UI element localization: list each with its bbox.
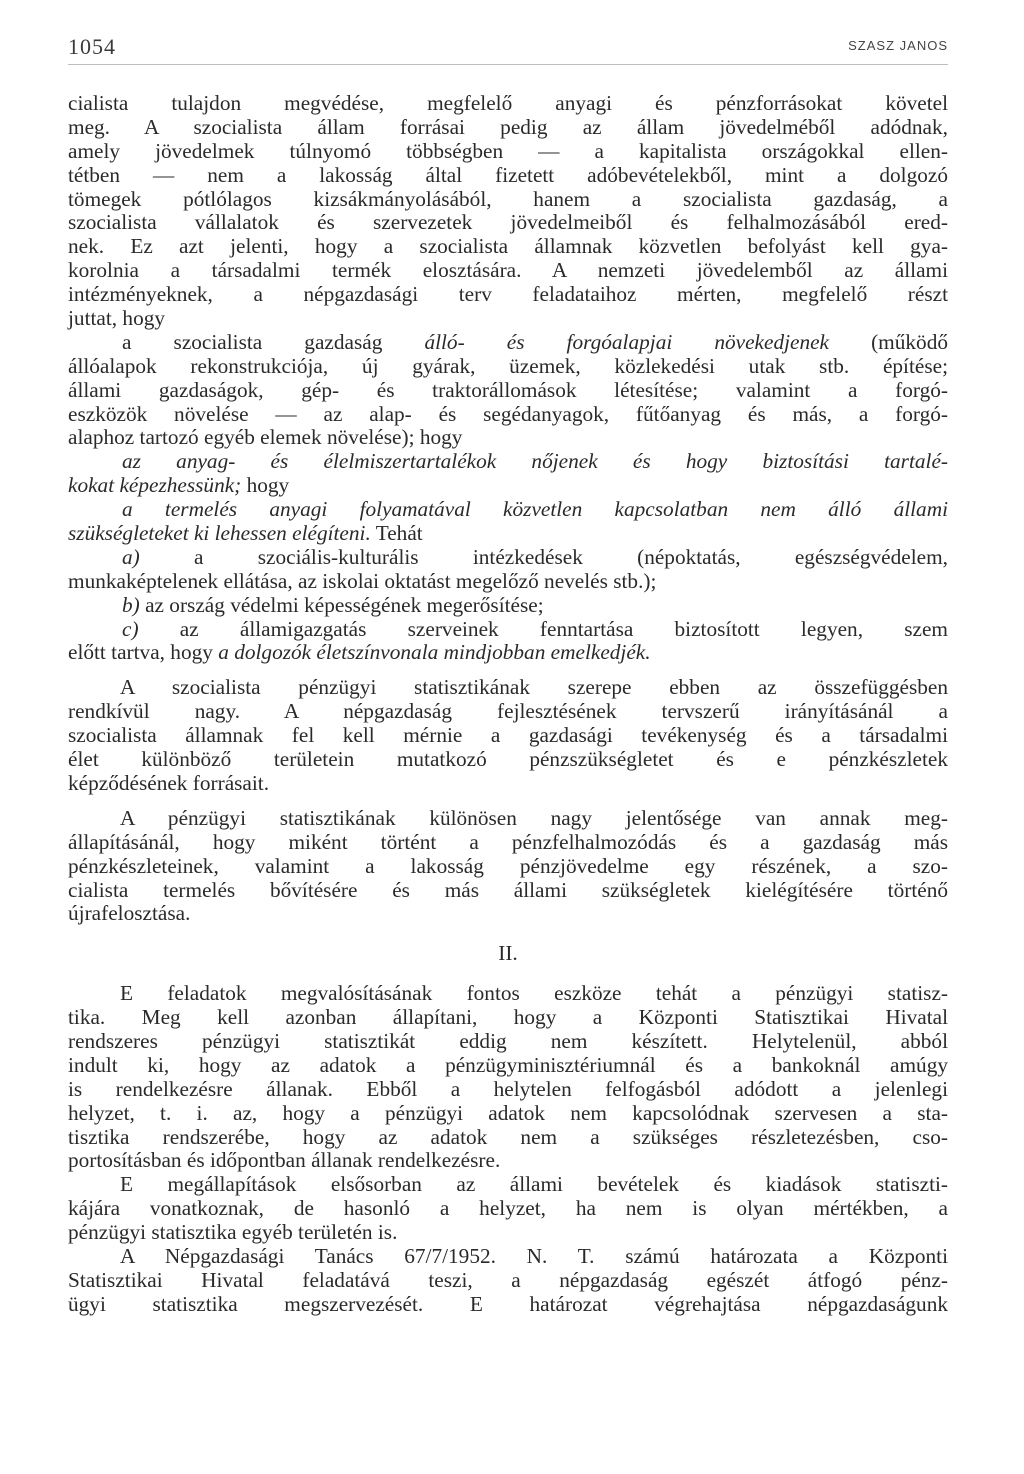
text-line: korolnia a társadalmi termék elosztására. A nemzeti jövedelemből az állami — [68, 258, 948, 283]
text-line: meg. A szocialista állam forrásai pedig az állam jövedelméből adódnak, — [68, 114, 948, 139]
text-line: eszközök növelése — az alap- és segédanyagok, fűtőanyag és más, a forgó- — [68, 401, 948, 426]
text-line: kájára vonatkoznak, de hasonló a helyzet, ha nem is olyan mértékben, a — [68, 1196, 948, 1221]
text-span: hogy — [241, 473, 290, 498]
list-marker: b) — [122, 592, 140, 617]
text-line: A pénzügyi statisztikának különösen nagy jelentősége van annak meg- — [120, 805, 948, 830]
text-line — [68, 522, 948, 546]
text-line: állapításánál, hogy miként történt a pénzfelhalmozódás és a gazdaság más — [68, 829, 948, 854]
text-span: (működő — [829, 329, 948, 354]
text-span: az ország védelmi képességének megerősítése; — [139, 592, 544, 617]
text-line: nek. Ez azt jelenti, hogy a szocialista államnak közvetlen befolyást kell gya- — [68, 234, 948, 259]
text-line: állóalapok rekonstrukciója, új gyárak, üzemek, közlekedési utak stb. építése; — [68, 353, 948, 378]
emphasis: az anyag- és élelmiszertartalékok nőjenek és hogy biztosítási tartalé- — [122, 449, 948, 474]
text-line: munkaképtelenek ellátása, az iskolai oktatást megelőző nevelés stb.); — [68, 568, 657, 593]
text-line: tika. Meg kell azonban állapítani, hogy a Központi Statisztikai Hivatal — [68, 1005, 948, 1030]
emphasis: a dolgozók életszínvonala mindjobban emelkedjék. — [218, 640, 651, 665]
text-line: helyzet, t. i. az, hogy a pénzügyi adatok nem kapcsolódnak szervesen a sta- — [68, 1100, 948, 1125]
text-line: élet különböző területein mutatkozó pénzszükségletet és e pénzkészletek — [68, 747, 948, 772]
text-line: alaphoz tartozó egyéb elemek növelése); hogy — [68, 425, 463, 450]
text-line: is rendelkezésre állanak. Ebből a helytelen felfogásból adódott a jelenlegi — [68, 1076, 948, 1101]
text-line: képződésének forrásait. — [68, 770, 270, 795]
text-span: Tehát — [370, 521, 423, 546]
text-line: szocialista államnak fel kell mérnie a gazdasági tevékenység és a társadalmi — [68, 723, 948, 748]
text-line: E feladatok megvalósításának fontos eszköze tehát a pénzügyi statisz- — [120, 981, 948, 1006]
emphasis: szükségleteket ki lehessen elégíteni. — [68, 521, 371, 546]
text-span: az államigazgatás szerveinek fenntartása biztosított legyen, szem — [138, 616, 948, 641]
text-span: előtt tartva, hogy — [68, 640, 219, 665]
text-span: a szociális-kulturális intézkedések (népoktatás, egészségvédelem, — [139, 544, 948, 569]
text-line — [68, 594, 948, 618]
text-line: újrafelosztása. — [68, 901, 191, 926]
text-line: Statisztikai Hivatal feladatává teszi, a népgazdaság egészét átfogó pénz- — [68, 1267, 948, 1292]
text-line: juttat, hogy — [68, 306, 166, 331]
running-head: SZASZ JANOS — [848, 38, 948, 53]
text-span: a szocialista gazdaság — [122, 329, 425, 354]
text-line: szocialista vállalatok és szervezetek jövedelmeiből és felhalmozásából ered- — [68, 210, 948, 235]
text-line — [68, 450, 948, 474]
text-line: A szocialista pénzügyi statisztikának szerepe ebben az összefüggésben — [120, 675, 948, 700]
text-line — [68, 641, 948, 665]
text-line: tömegek pótlólagos kizsákmányolásából, hanem a szocialista gazdaság, a — [68, 186, 948, 211]
list-marker: c) — [122, 616, 139, 641]
text-line: portosításban és időpontban állanak rendelkezésre. — [68, 1148, 501, 1173]
text-line: indult ki, hogy az adatok a pénzügyminisztériumnál és a bankoknál amúgy — [68, 1052, 948, 1077]
text-line — [68, 498, 948, 522]
text-line: E megállapítások elsősorban az állami bevételek és kiadások statiszti- — [120, 1172, 948, 1197]
list-marker: a) — [122, 544, 140, 569]
page-number: 1054 — [68, 34, 116, 59]
text-line: ügyi statisztika megszervezését. E határozat végrehajtása népgazdaságunk — [68, 1291, 948, 1316]
emphasis: kokat képezhessünk; — [68, 473, 242, 498]
body-text — [68, 92, 948, 1317]
text-line — [68, 331, 948, 355]
text-line: cialista termelés bővítésére és más állami szükségletek kielégítésére történő — [68, 877, 948, 902]
text-line: cialista tulajdon megvédése, megfelelő anyagi és pénzforrásokat követel — [68, 91, 948, 115]
text-line: intézményeknek, a népgazdasági terv feladataihoz mérten, megfelelő részt — [68, 282, 948, 307]
text-line: tétben — nem a lakosság által fizetett adóbevételekből, mint a dolgozó — [68, 162, 948, 187]
text-line: pénzügyi statisztika egyéb területén is. — [68, 1220, 398, 1245]
emphasis: a termelés anyagi folyamatával közvetlen kapcsolatban nem álló állami — [122, 497, 948, 522]
text-line: pénzkészleteinek, valamint a lakosság pénzjövedelme egy részének, a szo- — [68, 853, 948, 878]
section-heading: II. — [498, 941, 518, 966]
emphasis: álló- és forgóalapjai növekedjenek — [424, 329, 830, 354]
text-line: A Népgazdasági Tanács 67/7/1952. N. T. számú határozata a Központi — [120, 1243, 948, 1268]
text-line: állami gazdaságok, gép- és traktorállomások létesítése; valamint a forgó- — [68, 377, 948, 402]
text-line — [68, 618, 948, 642]
text-line: tisztika rendszerébe, hogy az adatok nem a szükséges részletezésben, cso- — [68, 1124, 948, 1149]
text-line: rendszeres pénzügyi statisztikát eddig nem készített. Helytelenül, abból — [68, 1028, 948, 1053]
page-header — [68, 30, 948, 65]
text-line: rendkívül nagy. A népgazdaság fejlesztésének tervszerű irányításánál a — [68, 699, 948, 724]
text-line — [68, 474, 948, 498]
text-line — [68, 546, 948, 570]
text-line: amely jövedelmek túlnyomó többségben — a kapitalista országokkal ellen- — [68, 138, 948, 163]
